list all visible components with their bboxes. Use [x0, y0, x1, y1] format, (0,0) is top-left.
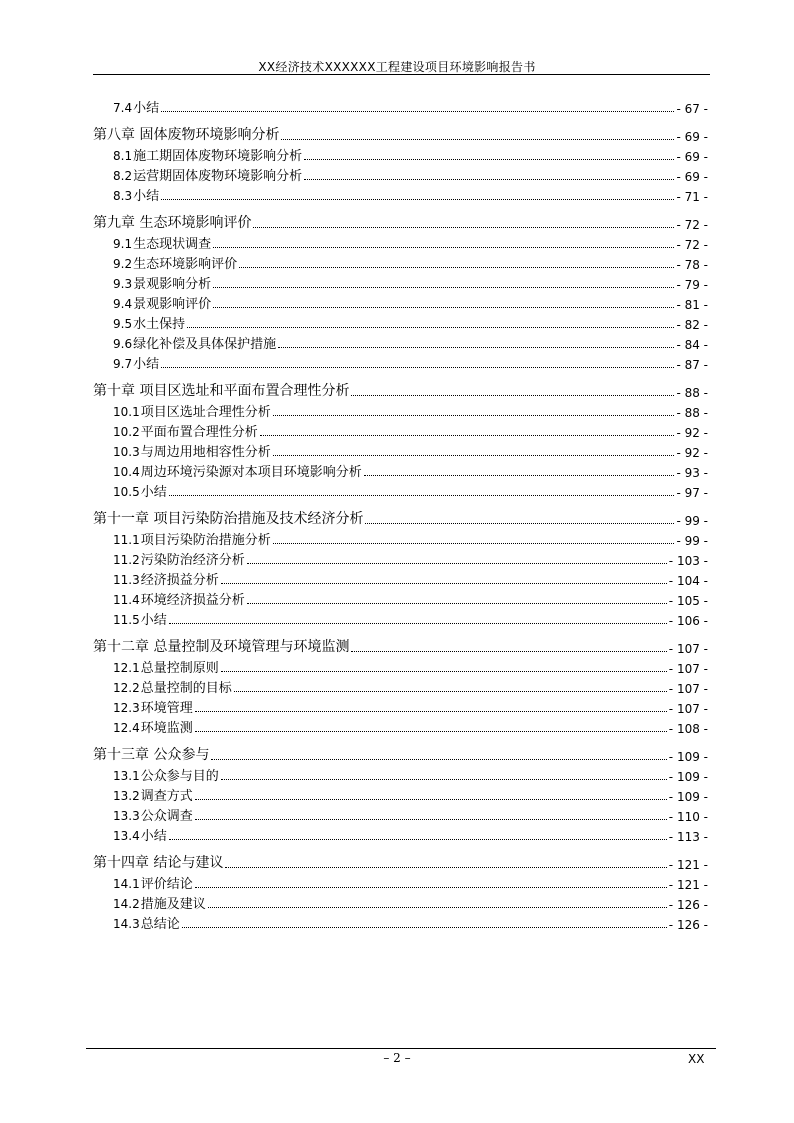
toc-chapter-entry[interactable]: [93, 744, 708, 764]
toc-dot-leader: [273, 543, 675, 544]
toc-entry-page: - 79 -: [676, 278, 708, 292]
toc-entry-text: 总量控制的目标: [140, 681, 232, 696]
toc-entry-page: - 126 -: [668, 918, 708, 932]
toc-entry-page: - 103 -: [668, 554, 708, 568]
toc-entry-number: 12.4: [113, 721, 140, 735]
toc-section-entry[interactable]: [93, 184, 708, 204]
toc-entry-title: [113, 805, 193, 824]
toc-dot-leader: [234, 691, 667, 692]
toc-section-entry[interactable]: [93, 272, 708, 292]
toc-section-entry[interactable]: [93, 764, 708, 784]
toc-dot-leader: [221, 671, 667, 672]
toc-section-entry[interactable]: [93, 804, 708, 824]
toc-dot-leader: [161, 111, 674, 112]
toc-dot-leader: [247, 563, 667, 564]
toc-entry-text: 经济损益分析: [140, 573, 219, 588]
toc-entry-number: 9.2: [113, 257, 133, 271]
toc-entry-text: 绿化补偿及具体保护措施: [133, 337, 277, 352]
toc-entry-number: 9.4: [113, 297, 133, 311]
toc-section-entry[interactable]: [93, 460, 708, 480]
toc-dot-leader: [169, 495, 675, 496]
toc-section-entry[interactable]: [93, 696, 708, 716]
toc-entry-title: [113, 293, 211, 312]
toc-chapter-entry[interactable]: [93, 212, 708, 232]
toc-dot-leader: [273, 455, 675, 456]
toc-section-entry[interactable]: [93, 96, 708, 116]
toc-entry-title: [113, 549, 245, 568]
toc-entry-number: 10.3: [113, 445, 140, 459]
toc-dot-leader: [304, 159, 674, 160]
toc-entry-title: [113, 401, 271, 420]
toc-entry-text: 小结: [140, 613, 167, 628]
toc-dot-leader: [169, 839, 667, 840]
toc-entry-page: - 109 -: [668, 750, 708, 764]
toc-section-entry[interactable]: [93, 608, 708, 628]
toc-entry-page: - 99 -: [676, 514, 708, 528]
footer-divider: [86, 1048, 716, 1049]
toc-entry-text: 环境经济损益分析: [140, 593, 245, 608]
toc-entry-title: [113, 825, 167, 844]
toc-entry-title: [113, 421, 258, 440]
toc-entry-text: 生态现状调查: [133, 237, 212, 252]
toc-entry-page: - 97 -: [676, 486, 708, 500]
toc-entry-text: 调查方式: [140, 789, 193, 804]
toc-entry-page: - 110 -: [668, 810, 708, 824]
toc-entry-title: [113, 677, 232, 696]
toc-entry-number: 9.3: [113, 277, 133, 291]
toc-dot-leader: [195, 887, 667, 888]
toc-section-entry[interactable]: [93, 912, 708, 932]
toc-section-entry[interactable]: [93, 400, 708, 420]
toc-entry-title: [113, 353, 159, 372]
toc-dot-leader: [253, 227, 674, 228]
toc-entry-title: [113, 893, 206, 912]
footer-page-number: – 2 –: [383, 1051, 411, 1065]
toc-entry-text: 与周边用地相容性分析: [140, 445, 271, 460]
toc-entry-title: [113, 765, 219, 784]
toc-entry-number: 10.4: [113, 465, 140, 479]
toc-entry-page: - 126 -: [668, 898, 708, 912]
toc-entry-text: 措施及建议: [140, 897, 206, 912]
toc-entry-number: 11.2: [113, 553, 140, 567]
toc-entry-title: [93, 852, 223, 872]
toc-section-entry[interactable]: [93, 292, 708, 312]
toc-entry-number: 11.5: [113, 613, 140, 627]
toc-entry-page: - 109 -: [668, 790, 708, 804]
toc-section-entry[interactable]: [93, 252, 708, 272]
toc-dot-leader: [187, 327, 674, 328]
toc-entry-title: [113, 913, 180, 932]
toc-entry-number: 9.1: [113, 237, 133, 251]
toc-entry-text: 施工期固体废物环境影响分析: [133, 149, 303, 164]
toc-entry-page: - 69 -: [676, 150, 708, 164]
toc-dot-leader: [182, 927, 667, 928]
toc-dot-leader: [195, 819, 667, 820]
footer-right-text: XX: [688, 1052, 705, 1066]
toc-entry-page: - 92 -: [676, 446, 708, 460]
toc-entry-page: - 71 -: [676, 190, 708, 204]
toc-section-entry[interactable]: [93, 784, 708, 804]
toc-entry-page: - 87 -: [676, 358, 708, 372]
toc-entry-text: 小结: [133, 357, 160, 372]
toc-entry-title: [93, 508, 363, 528]
toc-entry-text: 景观影响评价: [133, 297, 212, 312]
toc-section-entry[interactable]: [93, 588, 708, 608]
toc-dot-leader: [195, 711, 667, 712]
toc-entry-number: 8.2: [113, 169, 133, 183]
toc-entry-text: 小结: [140, 485, 167, 500]
toc-entry-text: 项目污染防治措施分析: [140, 533, 271, 548]
toc-entry-number: 14.2: [113, 897, 140, 911]
toc-entry-page: - 105 -: [668, 594, 708, 608]
toc-dot-leader: [351, 651, 666, 652]
toc-entry-number: 11.3: [113, 573, 140, 587]
toc-chapter-entry[interactable]: [93, 636, 708, 656]
toc-entry-title: [113, 873, 193, 892]
toc-entry-title: [113, 441, 271, 460]
toc-section-entry[interactable]: [93, 676, 708, 696]
toc-entry-page: - 69 -: [676, 170, 708, 184]
toc-section-entry[interactable]: [93, 528, 708, 548]
toc-dot-leader: [304, 179, 674, 180]
toc-entry-page: - 107 -: [668, 662, 708, 676]
toc-entry-number: 8.1: [113, 149, 133, 163]
toc-chapter-entry[interactable]: [93, 380, 708, 400]
toc-section-entry[interactable]: [93, 332, 708, 352]
toc-entry-title: [113, 529, 271, 548]
toc-entry-number: 8.3: [113, 189, 133, 203]
toc-entry-text: 项目区选址合理性分析: [140, 405, 271, 420]
toc-entry-page: - 108 -: [668, 722, 708, 736]
toc-entry-text: 小结: [133, 101, 160, 116]
toc-entry-text: 第十三章 公众参与: [93, 747, 210, 763]
toc-entry-number: 13.2: [113, 789, 140, 803]
toc-entry-number: 14.3: [113, 917, 140, 931]
toc-entry-title: [113, 273, 211, 292]
toc-dot-leader: [260, 435, 675, 436]
toc-entry-page: - 104 -: [668, 574, 708, 588]
toc-entry-title: [113, 313, 185, 332]
toc-dot-leader: [365, 523, 674, 524]
toc-entry-number: 13.4: [113, 829, 140, 843]
toc-entry-page: - 82 -: [676, 318, 708, 332]
toc-section-entry[interactable]: [93, 440, 708, 460]
toc-entry-title: [113, 697, 193, 716]
toc-entry-title: [113, 253, 237, 272]
toc-entry-text: 第十二章 总量控制及环境管理与环境监测: [93, 639, 350, 655]
toc-dot-leader: [225, 867, 666, 868]
toc-dot-leader: [351, 395, 674, 396]
toc-entry-page: - 121 -: [668, 878, 708, 892]
toc-entry-page: - 88 -: [676, 406, 708, 420]
toc-entry-text: 周边环境污染源对本项目环境影响分析: [140, 465, 362, 480]
toc-entry-text: 水土保持: [133, 317, 186, 332]
toc-section-entry[interactable]: [93, 716, 708, 736]
toc-entry-title: [113, 185, 159, 204]
toc-entry-title: [113, 145, 302, 164]
toc-entry-text: 总量控制原则: [140, 661, 219, 676]
toc-entry-page: - 107 -: [668, 702, 708, 716]
toc-entry-text: 平面布置合理性分析: [140, 425, 258, 440]
toc-entry-text: 景观影响分析: [133, 277, 212, 292]
toc-dot-leader: [161, 199, 674, 200]
toc-section-entry[interactable]: [93, 480, 708, 500]
toc-chapter-entry[interactable]: [93, 852, 708, 872]
toc-entry-page: - 99 -: [676, 534, 708, 548]
toc-entry-page: - 92 -: [676, 426, 708, 440]
toc-section-entry[interactable]: [93, 656, 708, 676]
toc-entry-page: - 78 -: [676, 258, 708, 272]
toc-entry-title: [113, 785, 193, 804]
toc-entry-title: [93, 636, 349, 656]
toc-entry-title: [93, 744, 209, 764]
toc-section-entry[interactable]: [93, 892, 708, 912]
header-divider: [93, 74, 710, 75]
toc-dot-leader: [213, 307, 674, 308]
toc-dot-leader: [364, 475, 675, 476]
toc-entry-text: 总结论: [140, 917, 180, 932]
page-header-title: XX经济技术XXXXXX工程建设项目环境影响报告书: [258, 60, 536, 74]
toc-dot-leader: [169, 623, 667, 624]
toc-entry-page: - 84 -: [676, 338, 708, 352]
toc-entry-page: - 109 -: [668, 770, 708, 784]
toc-entry-number: 14.1: [113, 877, 140, 891]
toc-entry-page: - 72 -: [676, 218, 708, 232]
toc-entry-number: 9.6: [113, 337, 133, 351]
toc-entry-number: 10.1: [113, 405, 140, 419]
toc-entry-page: - 107 -: [668, 682, 708, 696]
toc-dot-leader: [278, 347, 674, 348]
toc-entry-text: 第九章 生态环境影响评价: [93, 215, 252, 231]
toc-section-entry[interactable]: [93, 548, 708, 568]
toc-chapter-entry[interactable]: [93, 508, 708, 528]
toc-entry-number: 12.1: [113, 661, 140, 675]
toc-entry-page: - 72 -: [676, 238, 708, 252]
toc-entry-text: 第十四章 结论与建议: [93, 855, 224, 871]
toc-entry-page: - 107 -: [668, 642, 708, 656]
toc-entry-title: [113, 609, 167, 628]
toc-dot-leader: [281, 139, 674, 140]
toc-chapter-entry[interactable]: [93, 124, 708, 144]
toc-section-entry[interactable]: [93, 232, 708, 252]
toc-dot-leader: [273, 415, 675, 416]
toc-entry-text: 第十章 项目区选址和平面布置合理性分析: [93, 383, 350, 399]
toc-dot-leader: [195, 731, 667, 732]
toc-entry-title: [93, 212, 251, 232]
toc-dot-leader: [195, 799, 667, 800]
toc-entry-page: - 69 -: [676, 130, 708, 144]
toc-dot-leader: [208, 907, 667, 908]
toc-entry-title: [113, 589, 245, 608]
toc-entry-text: 公众调查: [140, 809, 193, 824]
toc-entry-number: 9.7: [113, 357, 133, 371]
toc-dot-leader: [247, 603, 667, 604]
toc-entry-page: - 67 -: [676, 102, 708, 116]
toc-entry-title: [93, 124, 279, 144]
toc-dot-leader: [221, 583, 667, 584]
toc-section-entry[interactable]: [93, 312, 708, 332]
toc-section-entry[interactable]: [93, 352, 708, 372]
table-of-contents: [93, 96, 708, 932]
toc-entry-title: [113, 97, 159, 116]
toc-entry-text: 小结: [133, 189, 160, 204]
toc-entry-text: 运营期固体废物环境影响分析: [133, 169, 303, 184]
toc-entry-text: 第十一章 项目污染防治措施及技术经济分析: [93, 511, 364, 527]
toc-entry-number: 9.5: [113, 317, 133, 331]
toc-section-entry[interactable]: [93, 144, 708, 164]
toc-entry-text: 第八章 固体废物环境影响分析: [93, 127, 280, 143]
toc-entry-title: [113, 569, 219, 588]
toc-entry-number: 13.1: [113, 769, 140, 783]
toc-dot-leader: [221, 779, 667, 780]
toc-entry-title: [113, 657, 219, 676]
toc-entry-text: 环境监测: [140, 721, 193, 736]
toc-entry-text: 生态环境影响评价: [133, 257, 238, 272]
toc-entry-title: [113, 717, 193, 736]
toc-entry-number: 10.5: [113, 485, 140, 499]
toc-section-entry[interactable]: [93, 420, 708, 440]
toc-entry-page: - 88 -: [676, 386, 708, 400]
toc-dot-leader: [239, 267, 674, 268]
toc-entry-number: 12.2: [113, 681, 140, 695]
toc-entry-title: [113, 233, 211, 252]
toc-section-entry[interactable]: [93, 872, 708, 892]
toc-entry-number: 13.3: [113, 809, 140, 823]
toc-entry-number: 10.2: [113, 425, 140, 439]
toc-entry-page: - 106 -: [668, 614, 708, 628]
toc-entry-title: [113, 165, 302, 184]
toc-entry-text: 评价结论: [140, 877, 193, 892]
toc-entry-page: - 121 -: [668, 858, 708, 872]
toc-entry-number: 7.4: [113, 101, 133, 115]
toc-entry-text: 环境管理: [140, 701, 193, 716]
toc-entry-title: [113, 333, 276, 352]
toc-section-entry[interactable]: [93, 568, 708, 588]
toc-dot-leader: [211, 759, 666, 760]
toc-entry-title: [93, 380, 349, 400]
toc-dot-leader: [161, 367, 674, 368]
toc-entry-page: - 113 -: [668, 830, 708, 844]
toc-section-entry[interactable]: [93, 824, 708, 844]
toc-entry-page: - 81 -: [676, 298, 708, 312]
toc-dot-leader: [213, 287, 674, 288]
toc-entry-text: 公众参与目的: [140, 769, 219, 784]
toc-entry-number: 11.1: [113, 533, 140, 547]
toc-entry-page: - 93 -: [676, 466, 708, 480]
toc-section-entry[interactable]: [93, 164, 708, 184]
toc-dot-leader: [213, 247, 674, 248]
toc-entry-text: 小结: [140, 829, 167, 844]
toc-entry-text: 污染防治经济分析: [140, 553, 245, 568]
toc-entry-title: [113, 481, 167, 500]
toc-entry-number: 12.3: [113, 701, 140, 715]
toc-entry-number: 11.4: [113, 593, 140, 607]
toc-entry-title: [113, 461, 362, 480]
